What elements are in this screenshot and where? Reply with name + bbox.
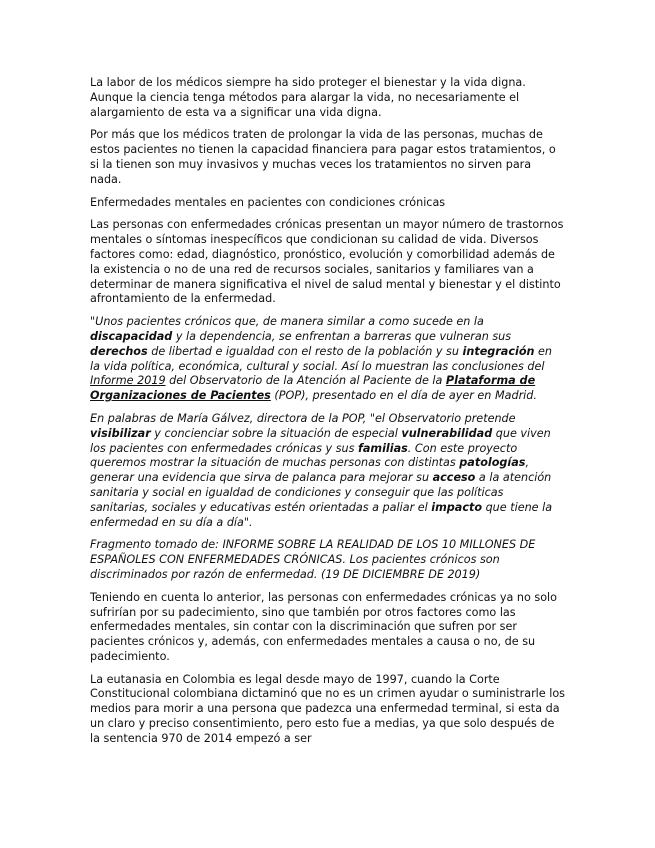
quote-1-text-e: en la vida política, económica, cultural y social. Así lo muestran las conclusiones del xyxy=(90,344,553,373)
paragraph-5: La eutanasia en Colombia es legal desde mayo de 1997, cuando la Corte Constitucional colombiana dictaminó que no es un crimen ayudar o suministrarle los medios para morir a una persona que padezca una enfermedad terminal, si esta da un claro y preciso consentimiento, pero esto fue a medias, ya que solo después de la sentencia 970 de 2014 empezó a ser xyxy=(90,672,565,745)
source-citation: Fragmento tomado de: INFORME SOBRE LA REALIDAD DE LOS 10 MILLONES DE ESPAÑOLES CON ENFERMEDADES CRÓNICAS. Los pacientes crónicos son discriminados por razón de enfermedad. (19 DE DICIEMBRE DE 2019) xyxy=(90,538,536,581)
informe-2019-link[interactable]: Informe 2019 xyxy=(90,374,166,388)
quote-2-text-c: y concienciar sobre la situación de especial xyxy=(150,426,402,440)
quote-1-text-g: (POP), presentado en el día de ayer en Madrid. xyxy=(270,389,537,403)
quote-2-text-a: En palabras de María Gálvez, directora de la POP, "el Observatorio pretende xyxy=(90,411,516,425)
paragraph-2: Por más que los médicos traten de prolongar la vida de las personas, muchas de estos pacientes no tienen la capacidad financiera para pagar estos tratamientos, o si la tienen son muy invasivos y muchas veces los tratamientos no sirven para nada. xyxy=(90,128,556,186)
quote-2-text-f: , generar una evidencia que sirva de palanca para mejorar su xyxy=(90,456,530,485)
quote-2-text-d: que viven los pacientes con enfermedades crónicas y sus xyxy=(90,426,551,455)
quote-2-bold-acceso: acceso xyxy=(432,471,476,485)
quote-2-text-e: . Con este proyecto queremos mostrar la situación de muchas personas con distintas xyxy=(90,441,518,470)
quote-2-bold-patologias: patologías xyxy=(459,456,526,470)
quote-1-bold-derechos: derechos xyxy=(90,344,148,358)
quote-1-text-f: del Observatorio de la Atención al Paciente de la xyxy=(165,374,446,388)
paragraph-3: Las personas con enfermedades crónicas presentan un mayor número de trastornos mentales o síntomas inespecíficos que condicionan su calidad de vida. Diversos factores como: edad, diagnóstico, pronóstico, evolución y comorbilidad además de la existencia o no de una red de recursos sociales, sanitarios y familiares van a determinar de manera significativa el nivel de salud mental y bienestar y el distinto afrontamiento de la enfermedad. xyxy=(90,218,564,306)
quote-1-text-d: de libertad e igualdad con el resto de la población y su xyxy=(147,344,463,358)
quote-2-text-h: que tiene la enfermedad en su día a día". xyxy=(90,500,553,529)
quote-paragraph-1 xyxy=(90,315,565,404)
plataforma-link[interactable]: Plataforma de Organizaciones de Pacientes xyxy=(90,374,536,403)
quote-2-text-g: a la atención sanitaria y social en igualdad de condiciones y conseguir que las políticas sanitarias, sociales y educativas estén orientadas a paliar el xyxy=(90,471,552,514)
quote-2-bold-vulnerabilidad: vulnerabilidad xyxy=(401,426,493,440)
quote-1-text-c: y la dependencia, se enfrentan a barreras que vulneran sus xyxy=(172,329,512,343)
quote-1-text-a: "Unos pacientes crónicos que, de manera similar a como sucede en la xyxy=(90,315,484,329)
paragraph-1: La labor de los médicos siempre ha sido proteger el bienestar y la vida digna. Aunque la ciencia tenga métodos para alargar la vida, no necesariamente el alargamiento de esta va a significar una vida digna. xyxy=(90,76,526,119)
quote-2-bold-impacto: impacto xyxy=(431,500,483,514)
quote-1-bold-discapacidad: discapacidad xyxy=(90,329,173,343)
paragraph-4: Teniendo en cuenta lo anterior, las personas con enfermedades crónicas ya no solo sufrirían por su padecimiento, sino que también por otros factores como las enfermedades mentales, sin contar con la discriminación que sufren por ser pacientes crónicos y, además, con enfermedades mentales a causa o no, de su padecimiento. xyxy=(90,590,557,663)
quote-2-bold-visibilizar: visibilizar xyxy=(90,426,151,440)
section-heading: Enfermedades mentales en pacientes con condiciones crónicas xyxy=(90,195,446,209)
quote-2-bold-familias: familias xyxy=(358,441,408,455)
quote-1-bold-integracion: integración xyxy=(462,344,535,358)
quote-paragraph-2 xyxy=(90,412,565,530)
